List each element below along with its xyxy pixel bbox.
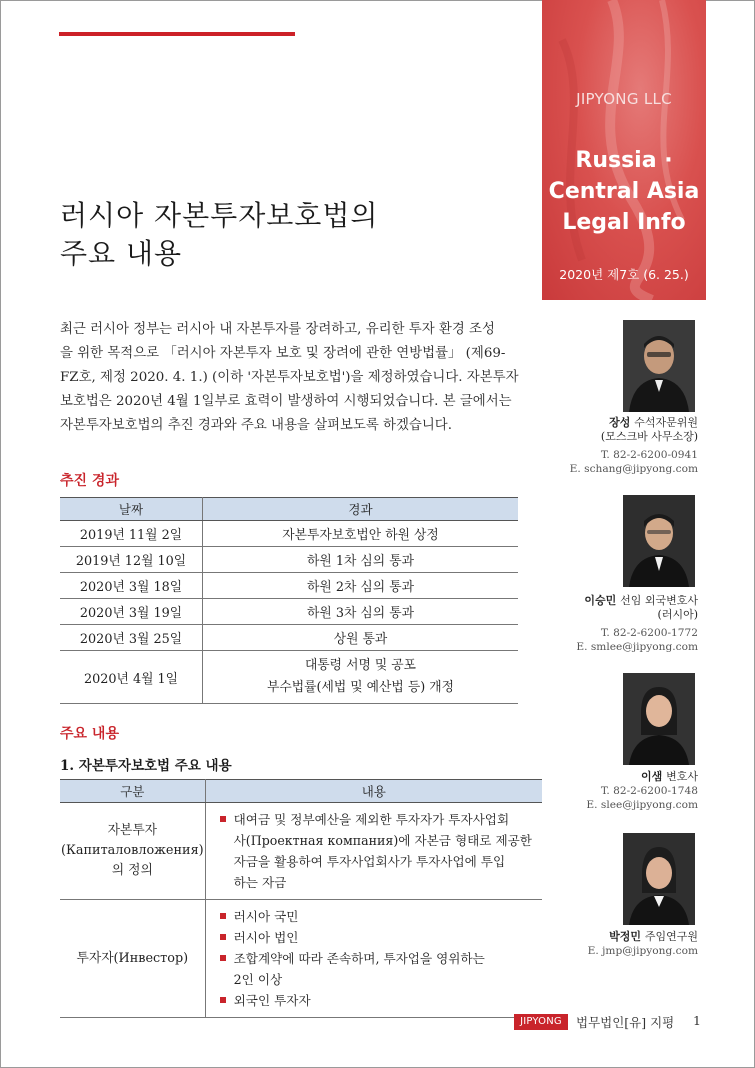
table-row <box>60 803 542 900</box>
page-number: 1 <box>693 1013 701 1028</box>
progress-event-cell <box>203 521 519 547</box>
list-item <box>220 906 532 927</box>
intro-line: 자본투자보호법의 추진 경과와 주요 내용을 살펴보도록 하겠습니다. <box>60 418 452 433</box>
banner-issue-date: 2020년 제7호 (6. 25.) <box>559 267 689 282</box>
category-text: (Капиталовложения) <box>61 843 204 858</box>
person-portrait-icon <box>623 320 695 412</box>
content-table <box>60 779 542 1018</box>
category-cell <box>60 900 205 1018</box>
progress-event-text: 상원 통과 <box>333 632 388 647</box>
person-name: 이승민 <box>584 594 617 607</box>
progress-event-text: 하원 2차 심의 통과 <box>307 580 414 595</box>
list-item <box>220 809 532 893</box>
intro-line: 을 위한 목적으로 「러시아 자본투자 보호 및 장려에 관한 연방법률」 (제69- <box>60 346 506 361</box>
page-title <box>60 197 378 273</box>
progress-event-text: 대통령 서명 및 공포 <box>304 658 417 673</box>
table-row <box>60 651 518 704</box>
avatar <box>623 833 695 925</box>
progress-date-cell: 2020년 3월 19일 <box>60 599 203 625</box>
intro-line: 보호법은 2020년 4월 1일부로 효력이 발생하여 시행되었습니다. 본 글에서는 <box>60 394 512 409</box>
progress-event-cell <box>203 547 519 573</box>
avatar <box>623 320 695 412</box>
title-line: 주요 내용 <box>60 237 183 270</box>
footer-logo: JIPYONG <box>514 1014 568 1030</box>
category-text: 의 정의 <box>111 863 153 878</box>
person-email[interactable]: E. slee@jipyong.com <box>586 799 698 811</box>
top-accent-rule <box>59 32 295 36</box>
table-row <box>60 547 518 573</box>
list-item-text: 하는 자금 <box>233 875 287 890</box>
subsection-heading: 1. 자본투자보호법 주요 내용 <box>60 758 232 774</box>
banner-headline-line: Russia · <box>575 148 673 173</box>
section-heading-main: 주요 내용 <box>60 726 119 742</box>
bullet-list <box>220 906 532 1011</box>
content-table-body <box>60 803 542 1018</box>
progress-date-cell: 2020년 3월 25일 <box>60 625 203 651</box>
person-note: (러시아) <box>657 608 698 621</box>
person-name: 이샘 <box>641 770 663 783</box>
progress-date-cell: 2020년 3월 18일 <box>60 573 203 599</box>
person-title: 주임연구원 <box>644 930 698 943</box>
list-item-text: 조합계약에 따라 존속하며, 투자업을 영위하는 <box>233 951 485 966</box>
person-name: 장성 <box>609 416 631 429</box>
list-item-text: 외국인 투자자 <box>233 993 311 1008</box>
avatar <box>623 495 695 587</box>
bullet-list <box>220 809 532 893</box>
person-portrait-icon <box>623 833 695 925</box>
table-header-row <box>60 780 542 803</box>
progress-event-cell <box>203 599 519 625</box>
person-email[interactable]: E. schang@jipyong.com <box>569 463 698 475</box>
person-email[interactable]: E. smlee@jipyong.com <box>576 641 698 653</box>
progress-table-body <box>60 521 518 704</box>
person-phone: T. 82-2-6200-0941 <box>600 449 698 461</box>
person-portrait-icon <box>623 673 695 765</box>
progress-event-cell <box>203 573 519 599</box>
list-item <box>220 927 532 948</box>
avatar <box>623 673 695 765</box>
person-portrait-icon <box>623 495 695 587</box>
progress-event-cell <box>203 625 519 651</box>
footer-firm-name: 법무법인[유] 지평 <box>576 1015 675 1030</box>
banner-firm-name: JIPYONG LLC <box>576 90 672 108</box>
category-text: 자본투자 <box>107 823 158 838</box>
table-row <box>60 900 542 1018</box>
table-row <box>60 599 518 625</box>
list-item <box>220 948 532 990</box>
table-row <box>60 573 518 599</box>
intro-paragraph <box>60 318 520 438</box>
title-line: 러시아 자본투자보호법의 <box>60 199 379 232</box>
section-heading-progress: 추진 경과 <box>60 473 119 489</box>
column-header-category: 구분 <box>60 780 205 803</box>
content-cell <box>205 803 542 900</box>
person-title: 수석자문위원 <box>634 416 698 429</box>
person-name: 박정민 <box>609 930 642 943</box>
person-title: 선임 외국변호사 <box>620 594 698 607</box>
intro-line: FZ호, 제정 2020. 4. 1.) (이하 '자본투자보호법')을 제정하였습니다. 자본투자 <box>60 370 519 385</box>
list-item-text: 자금을 활용하여 투자사업회사가 투자사업에 투입 <box>233 854 506 869</box>
progress-event-text: 하원 1차 심의 통과 <box>307 554 414 569</box>
banner-headline <box>542 145 706 238</box>
list-item-text: 2인 이상 <box>233 972 283 987</box>
person-phone: T. 82-2-6200-1748 <box>600 785 698 797</box>
contact-card <box>560 770 698 812</box>
column-header-content: 내용 <box>205 780 542 803</box>
progress-date-cell: 2019년 11월 2일 <box>60 521 203 547</box>
category-cell <box>60 803 205 900</box>
banner-headline-line: Legal Info <box>562 210 686 235</box>
list-item-text: 러시아 국민 <box>233 909 299 924</box>
newsletter-banner <box>542 0 706 300</box>
progress-table <box>60 497 518 704</box>
contact-card <box>560 594 698 654</box>
person-email[interactable]: E. jmp@jipyong.com <box>587 945 698 957</box>
progress-event-text: 자본투자보호법안 하원 상정 <box>282 528 439 543</box>
list-item-text: 러시아 법인 <box>233 930 299 945</box>
column-header-date: 날짜 <box>60 498 203 521</box>
list-item-text: 대여금 및 정부예산을 제외한 투자자가 투자사업회 <box>233 812 510 827</box>
table-header-row <box>60 498 518 521</box>
content-cell <box>205 900 542 1018</box>
column-header-event: 경과 <box>203 498 519 521</box>
list-item-text: 사(Проектная компания)에 자본금 형태로 제공한 <box>233 833 532 848</box>
progress-event-text: 부수법률(세법 및 예산법 등) 개정 <box>267 680 454 695</box>
progress-date-cell: 2019년 12월 10일 <box>60 547 203 573</box>
person-phone: T. 82-2-6200-1772 <box>600 627 698 639</box>
progress-event-text: 하원 3차 심의 통과 <box>307 606 414 621</box>
contact-card <box>560 416 698 476</box>
person-title: 변호사 <box>666 770 698 783</box>
progress-date-cell: 2020년 4월 1일 <box>60 651 203 704</box>
banner-headline-line: Central Asia <box>548 179 700 204</box>
category-text: 투자자(Инвестор) <box>76 950 189 966</box>
table-row <box>60 521 518 547</box>
list-item <box>220 990 532 1011</box>
person-note: (모스크바 사무소장) <box>600 430 698 443</box>
intro-line: 최근 러시아 정부는 러시아 내 자본투자를 장려하고, 유리한 투자 환경 조성 <box>60 322 495 337</box>
progress-event-cell <box>203 651 519 704</box>
table-row <box>60 625 518 651</box>
contact-card <box>560 930 698 958</box>
